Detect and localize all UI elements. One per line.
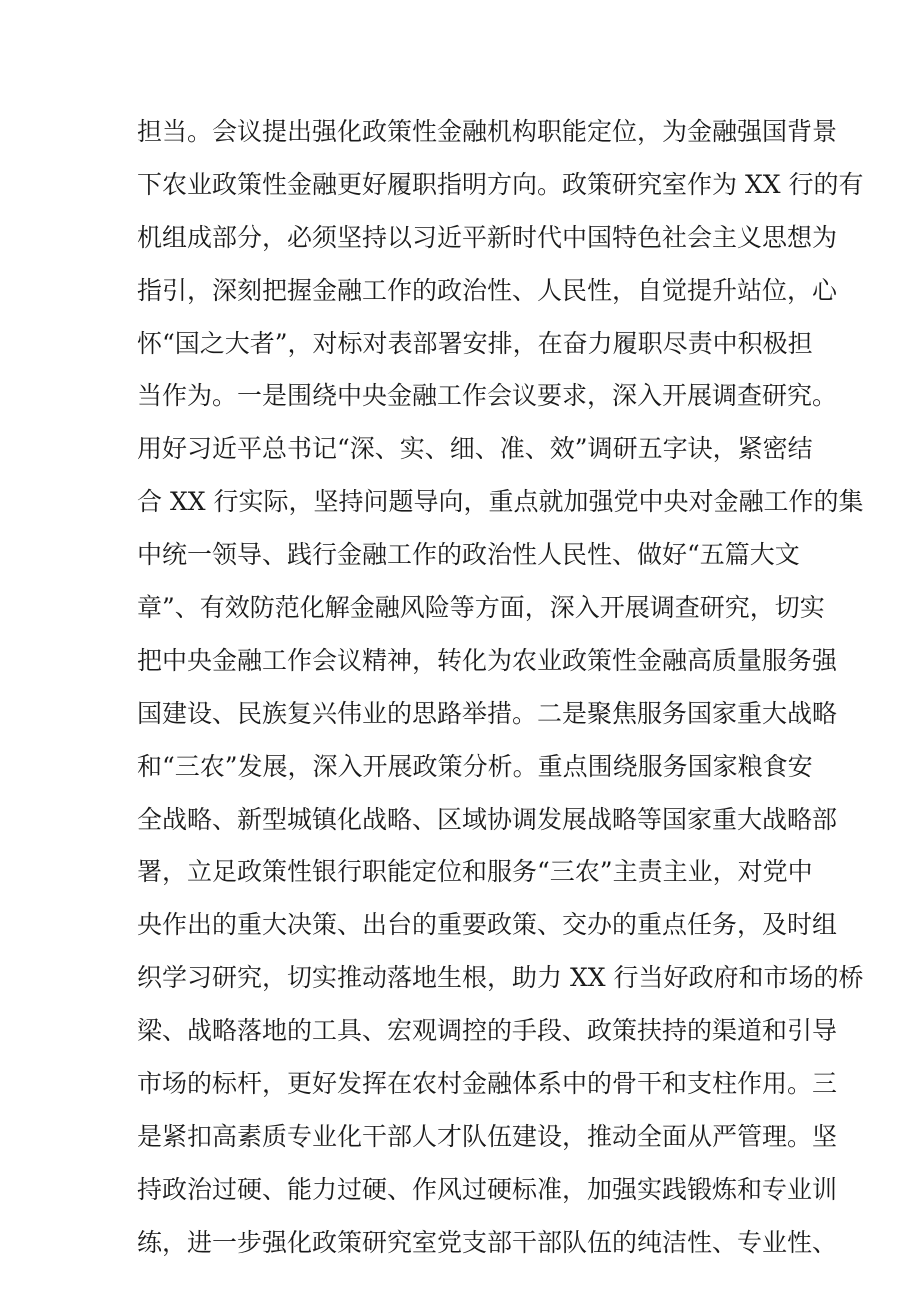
text-line-10: 章”、有效防范化解金融风险等方面，深入开展调查研究，切实	[137, 593, 825, 623]
text-line-16: 央作出的重大决策、出台的重要政策、交办的重点任务，及时组	[137, 910, 838, 940]
body-paragraph	[137, 106, 864, 1270]
text-line-9: 中统一领导、践行金融工作的政治性人民性、做好“五篇大文	[137, 540, 800, 570]
text-line-11: 把中央金融工作会议精神，转化为农业政策性金融高质量服务强	[137, 645, 838, 675]
text-line-20: 是紧扣高素质专业化干部人才队伍建设，推动全面从严管理。坚	[137, 1121, 838, 1151]
text-line-17: 织学习研究，切实推动落地生根，助力 XX 行当好政府和市场的桥	[137, 963, 864, 993]
text-line-6: 当作为。一是围绕中央金融工作会议要求，深入开展调查研究。	[137, 381, 838, 411]
text-line-18: 梁、战略落地的工具、宏观调控的手段、政策扶持的渠道和引导	[137, 1016, 838, 1046]
text-line-7: 用好习近平总书记“深、实、细、准、效”调研五字诀，紧密结	[137, 434, 813, 464]
text-line-13: 和“三农”发展，深入开展政策分析。重点围绕服务国家粮食安	[137, 751, 813, 781]
text-line-8: 合 XX 行实际，坚持问题导向，重点就加强党中央对金融工作的集	[137, 487, 864, 517]
text-line-22: 练，进一步强化政策研究室党支部干部队伍的纯洁性、专业性、	[137, 1227, 838, 1257]
text-line-4: 指引，深刻把握金融工作的政治性、人民性，自觉提升站位，心	[137, 275, 838, 305]
text-line-2: 下农业政策性金融更好履职指明方向。政策研究室作为 XX 行的有	[137, 169, 864, 199]
text-line-1: 担当。会议提出强化政策性金融机构职能定位，为金融强国背景	[137, 117, 838, 146]
text-line-3: 机组成部分，必须坚持以习近平新时代中国特色社会主义思想为	[137, 222, 838, 252]
text-line-21: 持政治过硬、能力过硬、作风过硬标准，加强实践锻炼和专业训	[137, 1174, 838, 1204]
text-line-12: 国建设、民族复兴伟业的思路举措。二是聚焦服务国家重大战略	[137, 698, 838, 728]
text-line-5: 怀“国之大者”，对标对表部署安排，在奋力履职尽责中积极担	[137, 328, 813, 358]
text-line-15: 署，立足政策性银行职能定位和服务“三农”主责主业，对党中	[137, 857, 813, 887]
text-line-14: 全战略、新型城镇化战略、区域协调发展战略等国家重大战略部	[137, 804, 838, 834]
text-line-19: 市场的标杆，更好发挥在农村金融体系中的骨干和支柱作用。三	[137, 1069, 838, 1099]
